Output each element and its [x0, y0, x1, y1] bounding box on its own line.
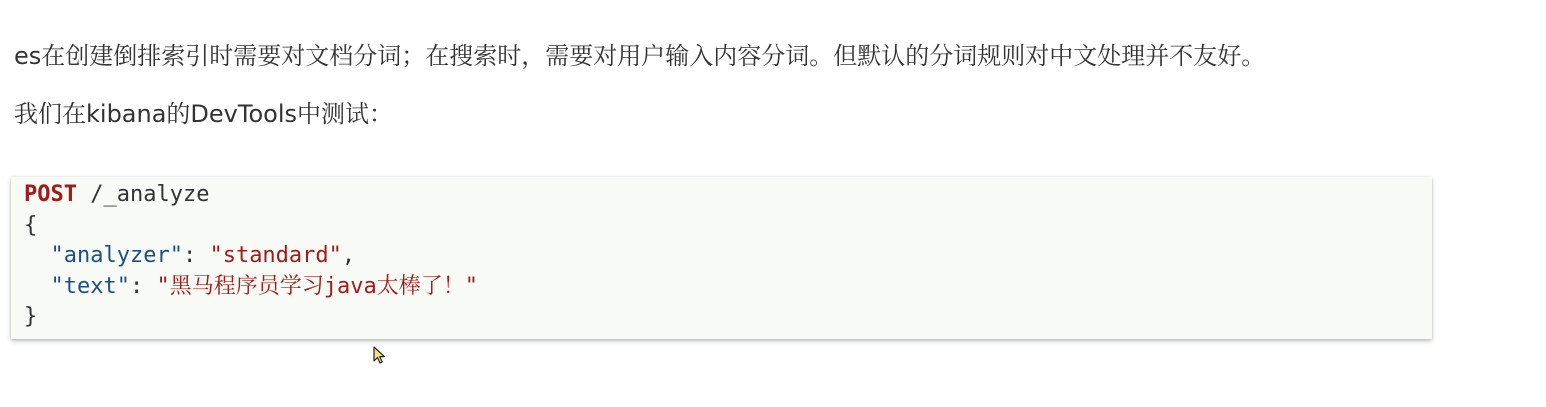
open-brace: {: [24, 212, 38, 238]
field-separator: :: [129, 273, 157, 299]
close-brace: }: [24, 304, 38, 329]
intro-paragraph: es在创建倒排索引时需要对文档分词；在搜索时，需要对用户输入内容分词。但默认的分词规则对中文处理并不友好。: [14, 42, 1266, 70]
code-block[interactable]: [11, 177, 1432, 339]
code-line-close-brace: [24, 302, 1432, 333]
test-note-paragraph: 我们在kibana的DevTools中测试：: [14, 100, 393, 128]
field-value: "standard": [209, 243, 342, 268]
field-separator: :: [182, 243, 210, 268]
http-method: POST: [24, 182, 77, 207]
field-key: "text": [50, 273, 130, 299]
code-line-field: [24, 272, 1432, 303]
code-line-field: [24, 241, 1432, 272]
field-value: "黑马程序员学习java太棒了！": [156, 273, 478, 299]
code-line-request: [24, 180, 1432, 211]
field-key: "analyzer": [50, 243, 183, 268]
request-path: /_analyze: [90, 182, 210, 207]
code-line-open-brace: [24, 211, 1432, 242]
mouse-cursor-icon: [373, 346, 387, 366]
field-trailing: ,: [341, 243, 356, 268]
